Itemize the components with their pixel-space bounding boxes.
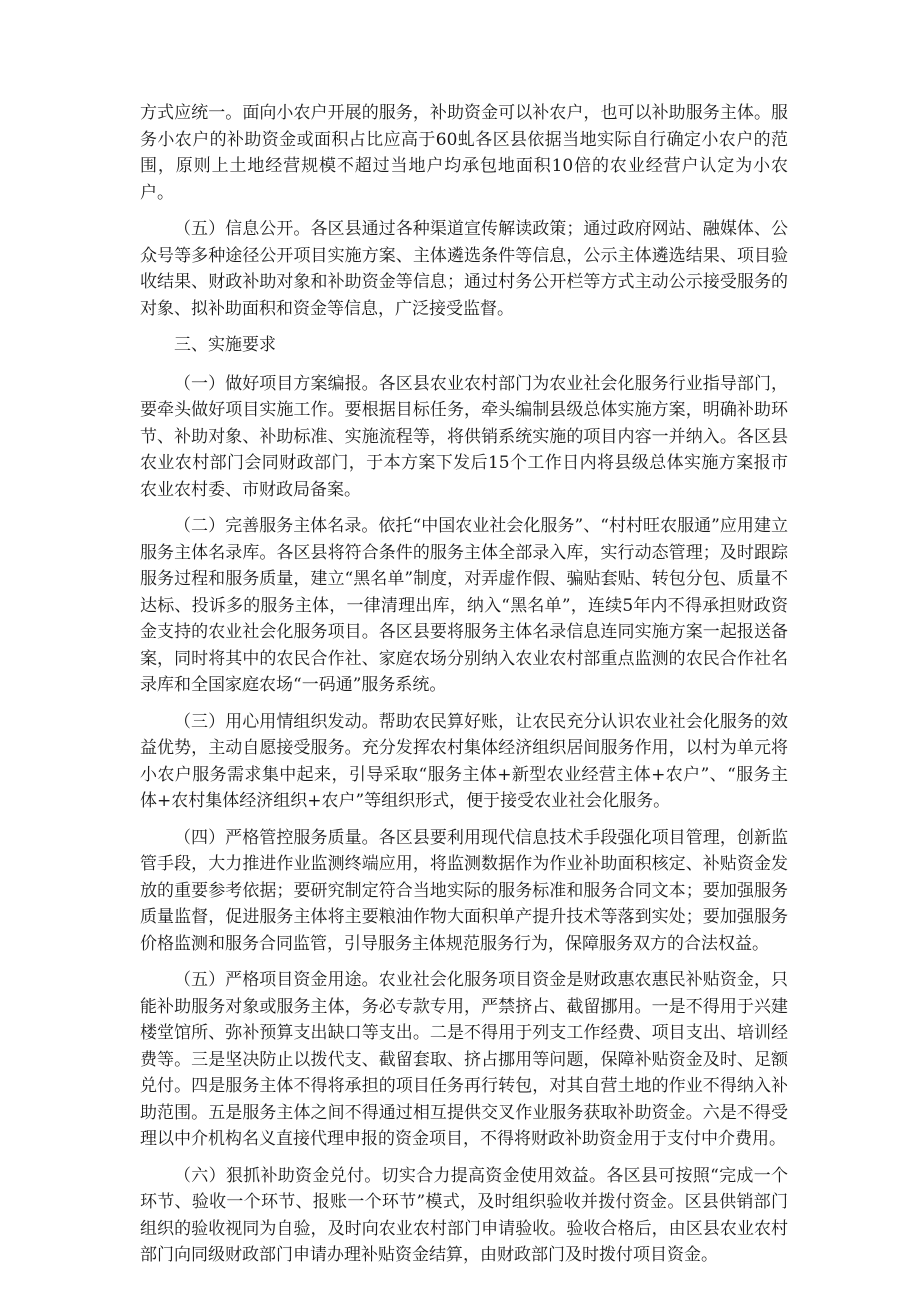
- item-project-plan: （一）做好项目方案编报。各区县农业农村部门为农业社会化服务行业指导部门，要牵头做好项目实施工作。要根据目标任务，牵头编制县级总体实施方案，明确补助环节、补助对象、补助标准、实施流程等，将供销系统实施的项目内容一并纳入。各区县农业农村部门会同财政部门，于本方案下发后15个工作日内将县级总体实施方案报市农业农村委、市财政局备案。: [140, 373, 788, 500]
- section-heading: 三、实施要求: [174, 335, 276, 355]
- paragraph-continuation: 方式应统一。面向小农户开展的服务，补助资金可以补农户，也可以补助服务主体。服务小农户的补助资金或面积占比应高于60虬各区县依据当地实际自行确定小农户的范围，原则上土地经营规模不超过当地户均承包地面积10倍的农业经营户认定为小农户。: [140, 103, 788, 203]
- item-service-quality: （四）严格管控服务质量。各区县要利用现代信息技术手段强化项目管理，创新监管手段，大力推进作业监测终端应用，将监测数据作为作业补助面积核定、补贴资金发放的重要参考依据；要研究制定符合当地实际的服务标准和服务合同文本；要加强服务质量监督，促进服务主体将主要粮油作物大面积单产提升技术等落到实处；要加强服务价格监测和服务合同监管，引导服务主体规范服务行为，保障服务双方的合法权益。: [140, 827, 788, 954]
- item-service-directory: （二）完善服务主体名录。依托“中国农业社会化服务”、“村村旺农服通”应用建立服务主体名录库。各区县将符合条件的服务主体全部录入库，实行动态管理；及时跟踪服务过程和服务质量，建立“黑名单”制度，对弄虚作假、骗贴套贴、转包分包、质量不达标、投诉多的服务主体，一律清理出库，纳入“黑名单”，连续5年内不得承担财政资金支持的农业社会化服务项目。各区县要将服务主体名录信息连同实施方案一起报送备案，同时将其中的农民合作社、家庭农场分别纳入农业农村部重点监测的农民合作社名录库和全国家庭农场“一码通”服务系统。: [140, 516, 788, 695]
- item-organize-mobilize: （三）用心用情组织发动。帮助农民算好账，让农民充分认识农业社会化服务的效益优势，主动自愿接受服务。充分发挥农村集体经济组织居间服务作用，以村为单元将小农户服务需求集中起来，引导采取“服务主体+新型农业经营主体+农户”、“服务主体+农村集体经济组织+农户”等组织形式，便于接受农业社会化服务。: [140, 711, 788, 811]
- paragraph-information-disclosure: （五）信息公开。各区县通过各种渠道宣传解读政策；通过政府网站、融媒体、公众号等多种途径公开项目实施方案、主体遴选条件等信息，公示主体遴选结果、项目验收结果、财政补助对象和补助资金等信息；通过村务公开栏等方式主动公示接受服务的对象、拟补助面积和资金等信息，广泛接受监督。: [140, 219, 788, 319]
- item-fund-payment: （六）狠抓补助资金兑付。切实合力提高资金使用效益。各区县可按照“完成一个环节、验收一个环节、报账一个环节”模式，及时组织验收并拨付资金。区县供销部门组织的验收视同为自验，及时向农业农村部门申请验收。验收合格后，由区县农业农村部门向同级财政部门申请办理补贴资金结算，由财政部门及时拨付项目资金。: [140, 1165, 788, 1265]
- document-body: [140, 100, 788, 1279]
- item-fund-usage: （五）严格项目资金用途。农业社会化服务项目资金是财政惠农惠民补贴资金，只能补助服务对象或服务主体，务必专款专用，严禁挤占、截留挪用。一是不得用于兴建楼堂馆所、弥补预算支出缺口等支出。二是不得用于列支工作经费、项目支出、培训经费等。三是坚决防止以拨代支、截留套取、挤占挪用等问题，保障补贴资金及时、足额兑付。四是服务主体不得将承担的项目任务再行转包，对其自营土地的作业不得纳入补助范围。五是服务主体之间不得通过相互提供交叉作业服务获取补助资金。六是不得受理以中介机构名义直接代理申报的资金项目，不得将财政补助资金用于支付中介费用。: [140, 970, 788, 1149]
